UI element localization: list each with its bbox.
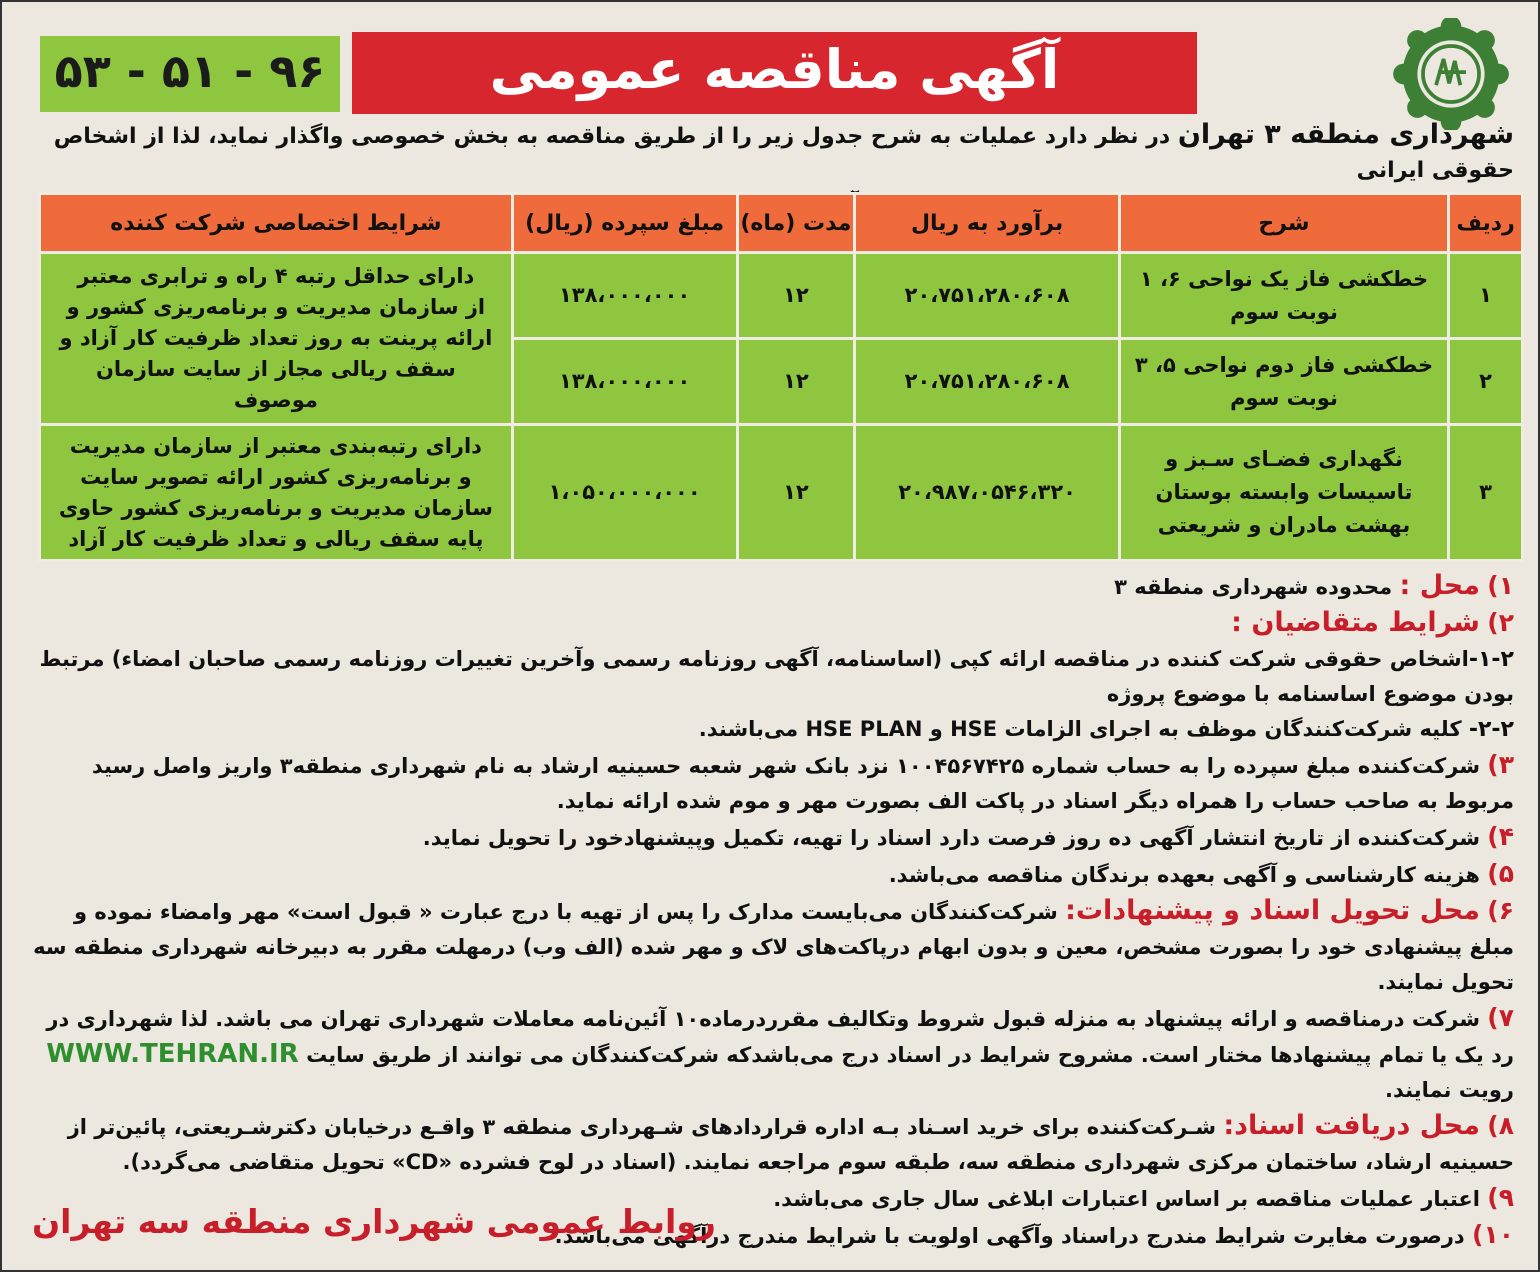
desc-line: تاسیسات وابسته بوستان: [1155, 480, 1413, 504]
row-deposit: ۱،۰۵۰،۰۰۰،۰۰۰: [512, 425, 737, 561]
condition-6: [32, 893, 1514, 1000]
col-deposit-header: مبلغ سپرده (ریال): [512, 194, 737, 253]
condition-7: [32, 1000, 1514, 1108]
footer-signature: روابط عمومی شهرداری منطقه سه تهران: [32, 1202, 716, 1241]
condition-number: ۱): [1487, 571, 1514, 600]
row-description: [1119, 425, 1448, 561]
condition-1: [32, 568, 1514, 605]
title-banner: [352, 32, 1197, 114]
condition-text: شرکت درمناقصه و ارائه پیشنهاد به منزله قبول شروط وتکالیف مقرردرماده۱۰ آئین‌نامه معاملات شهرداری تهران می باشد. لذا شهرداری در رد یک یا تمام پیشنهادها مختار است. مشروح شرایط در اسناد درج می‌باشدکه شرکت‌کنندگان می توانند از طریق سایت: [46, 1007, 1514, 1067]
table-row: [40, 425, 1523, 561]
condition-text: شرکت‌کننده مبلغ سپرده را به حساب شماره ۱۰۰۴۵۶۷۴۲۵ نزد بانک شهر شعبه حسینیه ارشاد به نام شهرداری منطقه۳ واریز واصل رسید مربوط به صاحب حساب را همراه دیگر اسناد در پاکت الف بصورت مهر و موم شده ارائه نماید.: [91, 754, 1514, 813]
condition-number: ۲-۲-: [1468, 717, 1514, 742]
tender-table: [38, 192, 1524, 562]
condition-number: ۸): [1487, 1111, 1514, 1140]
cond-line: سقف ریالی مجاز از سایت سازمان موصوف: [95, 357, 456, 412]
row-description: [1119, 339, 1448, 425]
condition-2-1: [32, 642, 1514, 712]
condition-text: رویت نمایند.: [1385, 1078, 1514, 1102]
condition-heading: محل دریافت اسناد:: [1223, 1110, 1480, 1141]
row-conditions: [40, 253, 513, 425]
condition-number: ۱۰): [1472, 1220, 1514, 1249]
desc-line: خطکشی فاز یک نواحی ۶، ۱: [1139, 266, 1429, 291]
condition-number: ۴): [1487, 822, 1514, 851]
col-estimate-header: برآورد به ریال: [855, 194, 1120, 253]
col-conditions-header: شرایط اختصاصی شرکت کننده: [40, 194, 513, 253]
condition-number: ۱-۲-: [1468, 647, 1514, 672]
condition-text: اشخاص حقوقی شرکت کننده در مناقصه ارائه کپی (اساسنامه، آگهی روزنامه رسمی وآخرین تغییرات روزنامه رسمی صاحبان امضاء) مرتبط بودن موضوع اساسنامه با موضوع پروژه: [39, 647, 1514, 706]
condition-text: محدوده شهرداری منطقه ۳: [1114, 575, 1393, 599]
condition-text: شرکت‌کنندگان می‌بایست مدارک را پس از تهیه با درج عبارت « قبول است» مهر وامضاء نموده و مبلغ پیشنهادی خود را بصورت مشخص، معین و بدون ابهام درپاکت‌های لاک و مهر شده (الف وب) درمهلت مقرر به دبیرخانه شهرداری منطقه سه تحویل نمایند.: [33, 900, 1514, 994]
col-row-header: ردیف: [1449, 194, 1523, 253]
desc-line: نوبت سوم: [1230, 299, 1338, 324]
condition-text: شرکت‌کننده از تاریخ انتشار آگهی ده روز فرصت دارد اسناد را تهیه، تکمیل وپیشنهادخود را تحویل نماید.: [422, 826, 1480, 850]
condition-8: [32, 1108, 1514, 1180]
row-number: ۳: [1449, 425, 1523, 561]
tehran-municipality-logo-icon: [1392, 18, 1510, 130]
intro-line-1: در نظر دارد عملیات به شرح جدول زیر را از طریق مناقصه به بخش خصوصی واگذار نماید، لذا از اشخاص حقوقی ایرانی: [53, 124, 1514, 183]
row-number: ۱: [1449, 253, 1523, 339]
condition-number: ۷): [1487, 1003, 1514, 1032]
condition-number: ۹): [1487, 1183, 1514, 1212]
desc-line: خطکشی فاز دوم نواحی ۵، ۳: [1134, 352, 1434, 377]
condition-text: شـرکت‌کننده برای خرید اسـناد بـه اداره قراردادهای شـهرداری منطقه ۳ واقـع درخیابان دکترشـریعتی، پائین‌تر از حسینیه ارشاد، ساختمان مرکزی شهرداری منطقه سه، طبقه سوم مراجعه نمایند. (اسناد در لوح فشرده «CD» تحویل متقاضی می‌گردد).: [67, 1115, 1514, 1174]
row-deposit: ۱۳۸،۰۰۰،۰۰۰: [512, 253, 737, 339]
row-estimate: ۲۰،۹۸۷،۰۵۴۶،۳۲۰: [855, 425, 1120, 561]
row-duration: ۱۲: [737, 253, 855, 339]
desc-line: نوبت سوم: [1230, 385, 1338, 410]
condition-heading: محل :: [1399, 570, 1480, 601]
row-description: [1119, 253, 1448, 339]
condition-number: ۵): [1487, 859, 1514, 888]
cond-line: پایه سقف ریالی و تعداد ظرفیت کار آزاد: [68, 526, 484, 551]
cond-line: دارای رتبه‌بندی معتبر از سازمان مدیریت: [69, 433, 482, 458]
condition-text: هزینه کارشناسی و آگهی بعهده برندگان مناقصه می‌باشد.: [888, 863, 1480, 887]
condition-number: ۲): [1487, 608, 1514, 637]
condition-heading: محل تحویل اسناد و پیشنهادات:: [1065, 895, 1480, 926]
condition-text: اعتبار عملیات مناقصه بر اساس اعتبارات ابلاغی سال جاری می‌باشد.: [773, 1187, 1480, 1211]
condition-heading: شرایط متقاضیان :: [1231, 607, 1480, 638]
condition-4: [32, 819, 1514, 856]
cond-line: از سازمان مدیریت و برنامه‌ریزی کشور و: [66, 295, 486, 319]
cond-line: سازمان مدیریت و برنامه‌ریزی کشور حاوی: [58, 495, 493, 520]
notice-code-box: [40, 36, 340, 112]
col-duration-header: مدت (ماه): [737, 194, 855, 253]
table-header-row: [40, 194, 1523, 253]
condition-2-2: [32, 712, 1514, 747]
col-desc-header: شرح: [1119, 194, 1448, 253]
cond-line: ارائه پرینت به روز تعداد ظرفیت کار آزاد و: [59, 326, 493, 350]
row-duration: ۱۲: [737, 339, 855, 425]
cond-line: و برنامه‌ریزی کشور ارائه تصویر سایت: [80, 464, 472, 489]
row-estimate: ۲۰،۷۵۱،۲۸۰،۶۰۸: [855, 253, 1120, 339]
cond-line: دارای حداقل رتبه ۴ راه و ترابری معتبر: [77, 264, 475, 288]
condition-number: ۳): [1487, 750, 1514, 779]
condition-text: درصورت مغایرت شرایط مندرج دراسناد وآگهی اولویت با شرایط مندرج درآگهی می‌باشد.: [554, 1224, 1465, 1248]
website-link[interactable]: WWW.TEHRAN.IR: [46, 1039, 299, 1069]
condition-text: کلیه شرکت‌کنندگان موظف به اجرای الزامات HSE و HSE PLAN می‌باشند.: [698, 717, 1462, 741]
table-row: [40, 253, 1523, 339]
notice-code: ۹۶ - ۵۱ - ۵۳: [54, 44, 326, 98]
notice-title: آگهی مناقصه عمومی: [489, 38, 1060, 101]
condition-5: [32, 856, 1514, 893]
condition-number: ۶): [1487, 896, 1514, 925]
row-conditions: [40, 425, 513, 561]
intro-municipality: شهرداری منطقه ۳ تهران: [1177, 119, 1514, 150]
row-deposit: ۱۳۸،۰۰۰،۰۰۰: [512, 339, 737, 425]
row-number: ۲: [1449, 339, 1523, 425]
conditions-list: [32, 568, 1514, 1254]
desc-line: نگهداری فضـای سـبز و: [1165, 447, 1403, 471]
condition-3: [32, 747, 1514, 819]
condition-2: [32, 605, 1514, 642]
desc-line: بهشت مادران و شریعتی: [1157, 513, 1411, 537]
row-duration: ۱۲: [737, 425, 855, 561]
row-estimate: ۲۰،۷۵۱،۲۸۰،۶۰۸: [855, 339, 1120, 425]
